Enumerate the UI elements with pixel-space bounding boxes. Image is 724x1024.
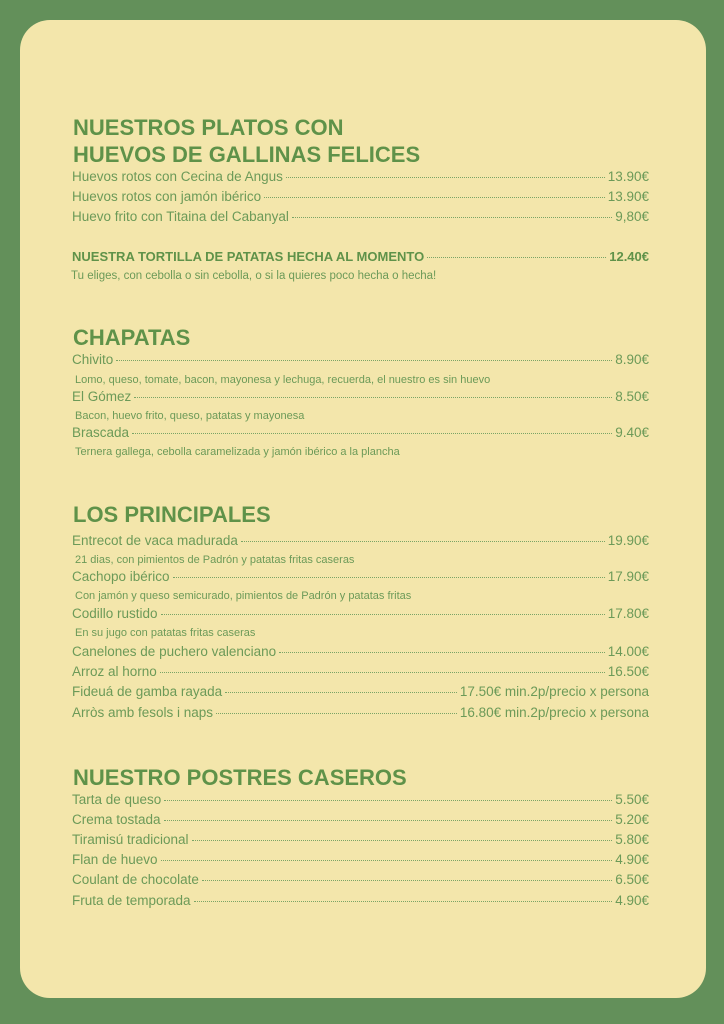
item-price: 6.50€ xyxy=(615,872,649,887)
item-name: NUESTRA TORTILLA DE PATATAS HECHA AL MOMENTO xyxy=(72,249,425,264)
section-title: NUESTRO POSTRES CASEROS xyxy=(73,765,407,790)
section-title: HUEVOS DE GALLINAS FELICES xyxy=(73,142,421,167)
item-name: Huevos rotos con Cecina de Angus xyxy=(72,169,283,184)
item-name: Cachopo ibérico xyxy=(72,569,170,584)
menu-item xyxy=(72,532,649,550)
section-title: NUESTROS PLATOS CON xyxy=(73,115,344,140)
dot-leader xyxy=(164,820,613,821)
menu-item xyxy=(72,351,649,369)
item-name: Fideuá de gamba rayada xyxy=(72,684,223,699)
menu-item xyxy=(72,248,649,266)
item-price: 13.90€ xyxy=(607,189,649,204)
item-name: El Gómez xyxy=(72,389,132,404)
dot-leader xyxy=(161,860,613,861)
menu-item xyxy=(72,811,649,829)
menu-item xyxy=(72,663,649,681)
item-name: Brascada xyxy=(72,425,130,440)
item-price: 5.20€ xyxy=(615,812,649,827)
menu-item xyxy=(72,704,649,722)
menu-item xyxy=(72,605,649,623)
menu-item xyxy=(72,871,649,889)
item-price: 16.50€ xyxy=(607,664,649,679)
dot-leader xyxy=(194,901,613,902)
section-title: CHAPATAS xyxy=(73,325,191,350)
item-description: En su jugo con patatas fritas caseras xyxy=(75,627,256,639)
item-name: Entrecot de vaca madurada xyxy=(72,533,238,548)
menu-item xyxy=(72,831,649,849)
item-price: 4.90€ xyxy=(615,893,649,908)
item-name: Chivito xyxy=(72,352,114,367)
item-name: Codillo rustido xyxy=(72,606,158,621)
item-description: 21 dias, con pimientos de Padrón y patatas fritas caseras xyxy=(75,554,355,566)
item-description: Lomo, queso, tomate, bacon, mayonesa y lechuga, recuerda, el nuestro es sin huevo xyxy=(75,374,491,386)
dot-leader xyxy=(225,692,457,693)
section-title: LOS PRINCIPALES xyxy=(73,502,271,527)
item-price: 17.80€ xyxy=(607,606,649,621)
dot-leader xyxy=(161,614,605,615)
menu-item xyxy=(72,643,649,661)
dot-leader xyxy=(216,713,457,714)
item-price: 14.00€ xyxy=(607,644,649,659)
item-name: Huevos rotos con jamón ibérico xyxy=(72,189,262,204)
item-description: Bacon, huevo frito, queso, patatas y mayonesa xyxy=(75,410,305,422)
dot-leader xyxy=(132,433,612,434)
item-name: Fruta de temporada xyxy=(72,893,191,908)
menu-item xyxy=(72,188,649,206)
menu-item xyxy=(72,168,649,186)
item-name: Huevo frito con Titaina del Cabanyal xyxy=(72,209,289,224)
item-price: 17.50€ min.2p/precio x persona xyxy=(459,684,649,699)
dot-leader xyxy=(202,880,612,881)
item-price: 13.90€ xyxy=(607,169,649,184)
item-name: Canelones de puchero valenciano xyxy=(72,644,277,659)
dot-leader xyxy=(292,217,612,218)
item-name: Flan de huevo xyxy=(72,852,158,867)
menu-item xyxy=(72,388,649,406)
dot-leader xyxy=(241,541,605,542)
item-description: Ternera gallega, cebolla caramelizada y jamón ibérico a la plancha xyxy=(75,446,400,458)
dot-leader xyxy=(116,360,612,361)
item-name: Coulant de chocolate xyxy=(72,872,199,887)
item-price: 8.50€ xyxy=(615,389,649,404)
menu-item xyxy=(72,683,649,701)
menu-item xyxy=(72,568,649,586)
item-price: 9.40€ xyxy=(615,425,649,440)
dot-leader xyxy=(192,840,613,841)
item-name: Crema tostada xyxy=(72,812,161,827)
item-description: Tu eliges, con cebolla o sin cebolla, o si la quieres poco hecha o hecha! xyxy=(71,270,437,282)
item-price: 9,80€ xyxy=(615,209,649,224)
item-name: Arroz al horno xyxy=(72,664,157,679)
dot-leader xyxy=(160,672,605,673)
item-name: Arròs amb fesols i naps xyxy=(72,705,214,720)
dot-leader xyxy=(164,800,612,801)
item-name: Tarta de queso xyxy=(72,792,162,807)
menu-item xyxy=(72,791,649,809)
dot-leader xyxy=(134,397,612,398)
dot-leader xyxy=(427,257,606,258)
item-price: 4.90€ xyxy=(615,852,649,867)
item-price: 5.80€ xyxy=(615,832,649,847)
item-name: Tiramisú tradicional xyxy=(72,832,189,847)
dot-leader xyxy=(279,652,605,653)
menu-item xyxy=(72,424,649,442)
dot-leader xyxy=(286,177,605,178)
item-price: 19.90€ xyxy=(607,533,649,548)
dot-leader xyxy=(173,577,605,578)
menu-item xyxy=(72,892,649,910)
item-price: 17.90€ xyxy=(607,569,649,584)
menu-item xyxy=(72,851,649,869)
item-price: 12.40€ xyxy=(609,249,649,264)
item-price: 16.80€ min.2p/precio x persona xyxy=(459,705,649,720)
item-price: 5.50€ xyxy=(615,792,649,807)
menu-item xyxy=(72,208,649,226)
item-price: 8.90€ xyxy=(615,352,649,367)
dot-leader xyxy=(264,197,605,198)
item-description: Con jamón y queso semicurado, pimientos de Padrón y patatas fritas xyxy=(75,590,412,602)
